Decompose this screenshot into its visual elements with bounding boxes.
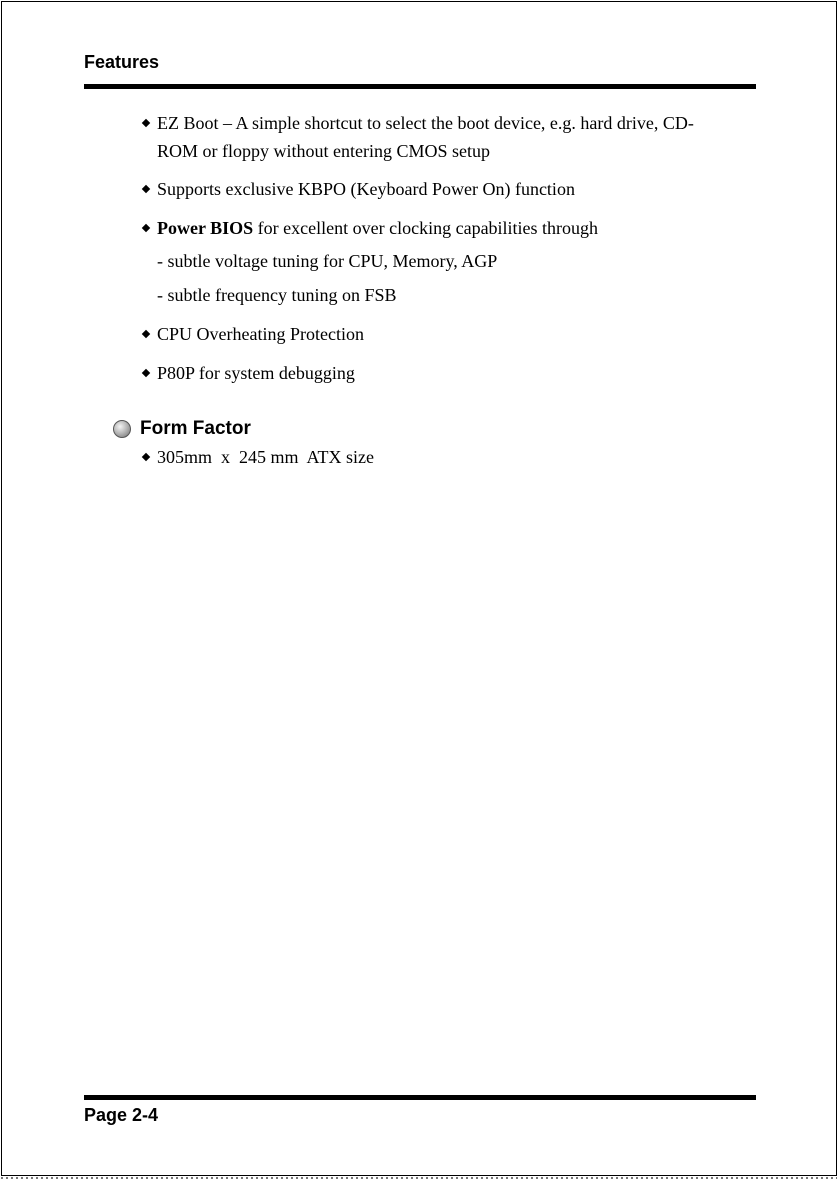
- feature-power-bios-rest: for excellent over clocking capabilities through: [253, 218, 599, 238]
- page-number: Page 2-4: [84, 1105, 159, 1125]
- feature-ezboot-line1: EZ Boot – A simple shortcut to select the boot device, e.g. hard drive, CD-: [157, 113, 694, 133]
- diamond-bullet-icon: [142, 453, 150, 461]
- scan-edge: [1, 1177, 837, 1179]
- diamond-bullet-icon: [142, 330, 150, 338]
- diamond-bullet-icon: [142, 119, 150, 127]
- footer-rule: [84, 1095, 756, 1100]
- feature-cpu-overheat: CPU Overheating Protection: [157, 324, 364, 344]
- feature-kbpo: Supports exclusive KBPO (Keyboard Power On) function: [157, 179, 575, 199]
- header-rule: [84, 84, 756, 89]
- section-title-form-factor: Form Factor: [140, 418, 251, 439]
- diamond-bullet-icon: [142, 369, 150, 377]
- section-sphere-icon: [113, 420, 131, 438]
- feature-power-bios-sub1: - subtle voltage tuning for CPU, Memory, AGP: [157, 251, 498, 271]
- diamond-bullet-icon: [142, 185, 150, 193]
- form-factor-size: 305mm x 245 mm ATX size: [157, 447, 374, 467]
- feature-power-bios-sub2: - subtle frequency tuning on FSB: [157, 285, 397, 305]
- feature-power-bios: [157, 219, 598, 237]
- diamond-bullet-icon: [142, 224, 150, 232]
- feature-power-bios-bold: Power BIOS: [157, 218, 254, 238]
- page-border: [1, 1, 837, 1176]
- feature-p80p: P80P for system debugging: [157, 363, 355, 383]
- header-title: Features: [84, 52, 160, 72]
- feature-ezboot-line2: ROM or floppy without entering CMOS setup: [157, 141, 490, 161]
